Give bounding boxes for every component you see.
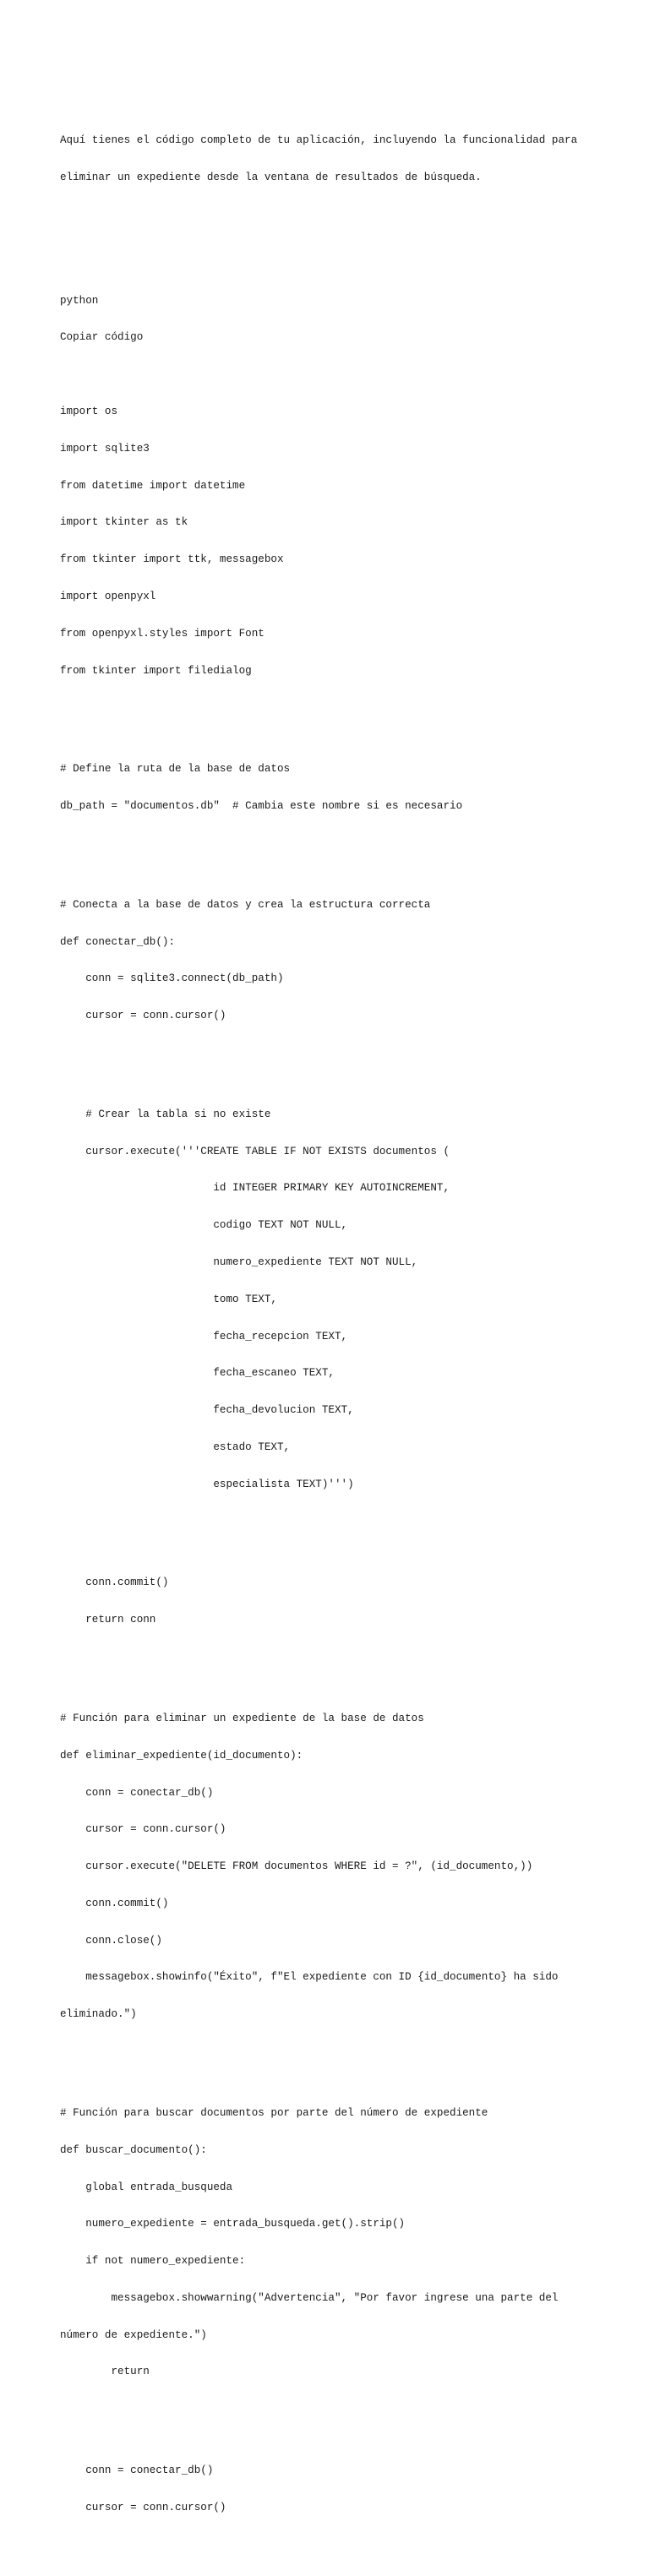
blank-line — [60, 1059, 635, 1072]
code-line: if not numero_expediente: — [60, 2255, 246, 2268]
code-line: def buscar_documento(): — [60, 2143, 207, 2156]
code-block — [60, 381, 635, 2539]
code-line: from openpyxl.styles import Font — [60, 627, 265, 640]
code-line: cursor = conn.cursor() — [60, 2501, 226, 2513]
code-line: # Crear la tabla si no existe — [60, 1108, 271, 1120]
code-line: def conectar_db(): — [60, 935, 176, 948]
code-line: número de expediente.") — [60, 2328, 207, 2341]
code-line: cursor.execute("DELETE FROM documentos WHERE id = ?", (id_documento,)) — [60, 1860, 533, 1873]
code-line: import tkinter as tk — [60, 516, 188, 529]
code-line: conn.commit() — [60, 1577, 169, 1589]
code-line: return conn — [60, 1614, 156, 1626]
code-line: conn = conectar_db() — [60, 1786, 214, 1799]
code-line: # Función para eliminar un expediente de la base de datos — [60, 1712, 424, 1724]
document-content — [60, 73, 635, 2576]
blank-line — [60, 714, 635, 727]
code-line: numero_expediente = entrada_busqueda.get().strip() — [60, 2218, 406, 2230]
code-language-label: python — [60, 294, 99, 307]
code-line: db_path = "documentos.db" # Cambia este nombre si es necesario — [60, 800, 463, 813]
code-line: numero_expediente TEXT NOT NULL, — [60, 1256, 418, 1268]
code-line: from tkinter import filedialog — [60, 664, 252, 677]
code-line: id INTEGER PRIMARY KEY AUTOINCREMENT, — [60, 1182, 450, 1195]
code-line: cursor.execute('''CREATE TABLE IF NOT EXISTS documentos ( — [60, 1145, 450, 1157]
code-line: cursor = conn.cursor() — [60, 1010, 226, 1022]
blank-line — [60, 2415, 635, 2428]
code-line: import openpyxl — [60, 590, 156, 602]
blank-line — [60, 849, 635, 862]
code-line: conn = conectar_db() — [60, 2464, 214, 2477]
code-line: # Define la ruta de la base de datos — [60, 763, 291, 776]
code-line: return — [60, 2366, 150, 2378]
code-line: estado TEXT, — [60, 1440, 291, 1453]
intro-paragraph — [60, 110, 635, 209]
blank-line — [60, 2058, 635, 2071]
code-line: codigo TEXT NOT NULL, — [60, 1219, 348, 1232]
code-line: import os — [60, 406, 118, 418]
code-line: conn.close() — [60, 1934, 162, 1947]
blank-line — [60, 245, 635, 258]
intro-line: eliminar un expediente desde la ventana de resultados de búsqueda. — [60, 171, 482, 183]
code-line: messagebox.showwarning("Advertencia", "Por favor ingrese una parte del — [60, 2291, 559, 2304]
code-line: fecha_recepcion TEXT, — [60, 1330, 348, 1342]
intro-line: Aquí tienes el código completo de tu aplicación, incluyendo la funcionalidad para — [60, 133, 578, 146]
blank-line — [60, 1528, 635, 1540]
code-line: from datetime import datetime — [60, 479, 246, 492]
code-line: messagebox.showinfo("Éxito", f"El expediente con ID {id_documento} ha sido — [60, 1971, 559, 1984]
blank-line — [60, 1664, 635, 1676]
code-line: fecha_escaneo TEXT, — [60, 1367, 335, 1380]
code-line: eliminado.") — [60, 2008, 137, 2021]
code-line: conn = sqlite3.connect(db_path) — [60, 972, 284, 985]
code-line: from tkinter import ttk, messagebox — [60, 553, 284, 566]
copy-code-label: Copiar código — [60, 331, 144, 344]
code-line: tomo TEXT, — [60, 1293, 277, 1305]
code-line: def eliminar_expediente(id_documento): — [60, 1749, 303, 1762]
code-line: global entrada_busqueda — [60, 2181, 233, 2193]
code-line: fecha_devolucion TEXT, — [60, 1404, 354, 1417]
code-line: # Función para buscar documentos por parte del número de expediente — [60, 2106, 488, 2119]
code-line: especialista TEXT)''') — [60, 1478, 354, 1490]
code-line: import sqlite3 — [60, 442, 150, 455]
code-line: conn.commit() — [60, 1897, 169, 1909]
code-line: cursor = conn.cursor() — [60, 1823, 226, 1836]
code-line: # Conecta a la base de datos y crea la estructura correcta — [60, 898, 431, 911]
